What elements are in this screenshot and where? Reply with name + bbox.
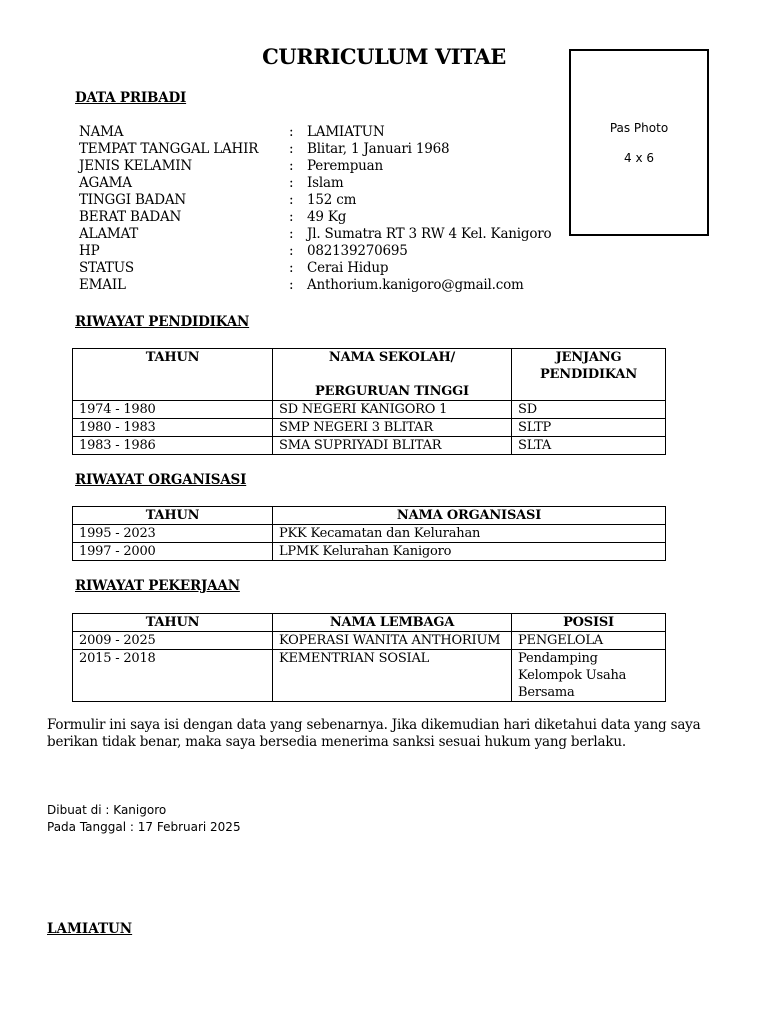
level-cell: SLTP	[512, 419, 666, 437]
personal-row	[79, 277, 559, 294]
field-separator: :	[289, 277, 294, 293]
col-organization-header: NAMA ORGANISASI	[273, 507, 666, 525]
field-separator: :	[289, 141, 294, 157]
field-label: TEMPAT TANGGAL LAHIR	[79, 141, 259, 157]
field-value: Islam	[307, 175, 344, 191]
col-level-header	[512, 349, 666, 401]
field-label: STATUS	[79, 260, 134, 276]
col-year-header: TAHUN	[73, 507, 273, 525]
organization-cell: PKK Kecamatan dan Kelurahan	[273, 525, 666, 543]
table-row	[73, 650, 666, 702]
year-cell: 1980 - 1983	[73, 419, 273, 437]
field-label: BERAT BADAN	[79, 209, 182, 225]
work-heading: RIWAYAT PEKERJAAN	[75, 578, 240, 594]
field-value: 082139270695	[307, 243, 408, 259]
organization-heading: RIWAYAT ORGANISASI	[75, 472, 247, 488]
field-separator: :	[289, 175, 294, 191]
personal-row	[79, 141, 559, 158]
school-cell: SMP NEGERI 3 BLITAR	[273, 419, 512, 437]
col-institution-header: NAMA LEMBAGA	[273, 614, 512, 632]
col-level-header-line1: JENJANG	[555, 350, 622, 365]
col-school-header-line2: PERGURUAN TINGGI	[315, 384, 469, 399]
field-label: HP	[79, 243, 100, 259]
table-header-row	[73, 614, 666, 632]
col-year-header: TAHUN	[73, 614, 273, 632]
table-row	[73, 401, 666, 419]
page-title: CURRICULUM VITAE	[262, 44, 506, 69]
signer-name: LAMIATUN	[47, 921, 133, 937]
field-separator: :	[289, 260, 294, 276]
field-value: Blitar, 1 Januari 1968	[307, 141, 450, 157]
declaration-statement: Formulir ini saya isi dengan data yang sebenarnya. Jika dikemudian hari diketahui data yang saya berikan tidak benar, maka saya bersedia menerima sanksi sesuai hukum yang berlaku.	[47, 717, 701, 750]
field-label: NAMA	[79, 124, 124, 140]
signature-date: Pada Tanggal : 17 Februari 2025	[47, 820, 241, 834]
personal-data-list	[79, 124, 559, 294]
school-cell: SMA SUPRIYADI BLITAR	[273, 437, 512, 455]
field-value: Anthorium.kanigoro@gmail.com	[307, 277, 524, 293]
field-label: TINGGI BADAN	[79, 192, 186, 208]
field-value: Cerai Hidup	[307, 260, 389, 276]
personal-row	[79, 243, 559, 260]
personal-row	[79, 209, 559, 226]
year-cell: 1983 - 1986	[73, 437, 273, 455]
position-cell: PENGELOLA	[512, 632, 666, 650]
organization-cell: LPMK Kelurahan Kanigoro	[273, 543, 666, 561]
field-value: 49 Kg	[307, 209, 347, 225]
personal-row	[79, 192, 559, 209]
personal-row	[79, 158, 559, 175]
organization-table	[72, 506, 666, 561]
personal-row	[79, 124, 559, 141]
col-position-header: POSISI	[512, 614, 666, 632]
field-value: LAMIATUN	[307, 124, 385, 140]
col-level-header-line2: PENDIDIKAN	[539, 367, 638, 382]
level-cell: SLTA	[512, 437, 666, 455]
field-separator: :	[289, 243, 294, 259]
table-row	[73, 419, 666, 437]
col-year-header: TAHUN	[73, 349, 273, 401]
field-label: ALAMAT	[79, 226, 139, 242]
year-cell: 2015 - 2018	[73, 650, 273, 702]
personal-row	[79, 260, 559, 277]
field-value: Jl. Sumatra RT 3 RW 4 Kel. Kanigoro	[307, 226, 552, 242]
school-cell: SD NEGERI KANIGORO 1	[273, 401, 512, 419]
field-separator: :	[289, 209, 294, 225]
field-separator: :	[289, 158, 294, 174]
year-cell: 2009 - 2025	[73, 632, 273, 650]
photo-label: Pas Photo	[609, 121, 669, 135]
photo-placeholder	[569, 49, 709, 236]
field-separator: :	[289, 192, 294, 208]
work-table	[72, 613, 666, 702]
year-cell: 1995 - 2023	[73, 525, 273, 543]
personal-row	[79, 175, 559, 192]
photo-size: 4 x 6	[624, 151, 654, 165]
col-school-header-line1: NAMA SEKOLAH/	[328, 350, 456, 365]
year-cell: 1974 - 1980	[73, 401, 273, 419]
field-value: 152 cm	[307, 192, 357, 208]
field-label: JENIS KELAMIN	[79, 158, 192, 174]
table-header-row	[73, 349, 666, 401]
table-header-row	[73, 507, 666, 525]
education-table	[72, 348, 666, 455]
level-cell: SD	[512, 401, 666, 419]
field-separator: :	[289, 124, 294, 140]
table-row	[73, 543, 666, 561]
signature-place: Dibuat di : Kanigoro	[47, 803, 167, 817]
col-school-header	[273, 349, 512, 401]
table-row	[73, 525, 666, 543]
position-cell: Pendamping Kelompok Usaha Bersama	[512, 650, 666, 702]
table-row	[73, 437, 666, 455]
institution-cell: KEMENTRIAN SOSIAL	[273, 650, 512, 702]
year-cell: 1997 - 2000	[73, 543, 273, 561]
personal-data-heading: DATA PRIBADI	[75, 90, 187, 106]
field-label: AGAMA	[79, 175, 132, 191]
table-row	[73, 632, 666, 650]
field-separator: :	[289, 226, 294, 242]
field-value: Perempuan	[307, 158, 383, 174]
education-heading: RIWAYAT PENDIDIKAN	[75, 314, 250, 330]
institution-cell: KOPERASI WANITA ANTHORIUM	[273, 632, 512, 650]
personal-row	[79, 226, 559, 243]
field-label: EMAIL	[79, 277, 126, 293]
